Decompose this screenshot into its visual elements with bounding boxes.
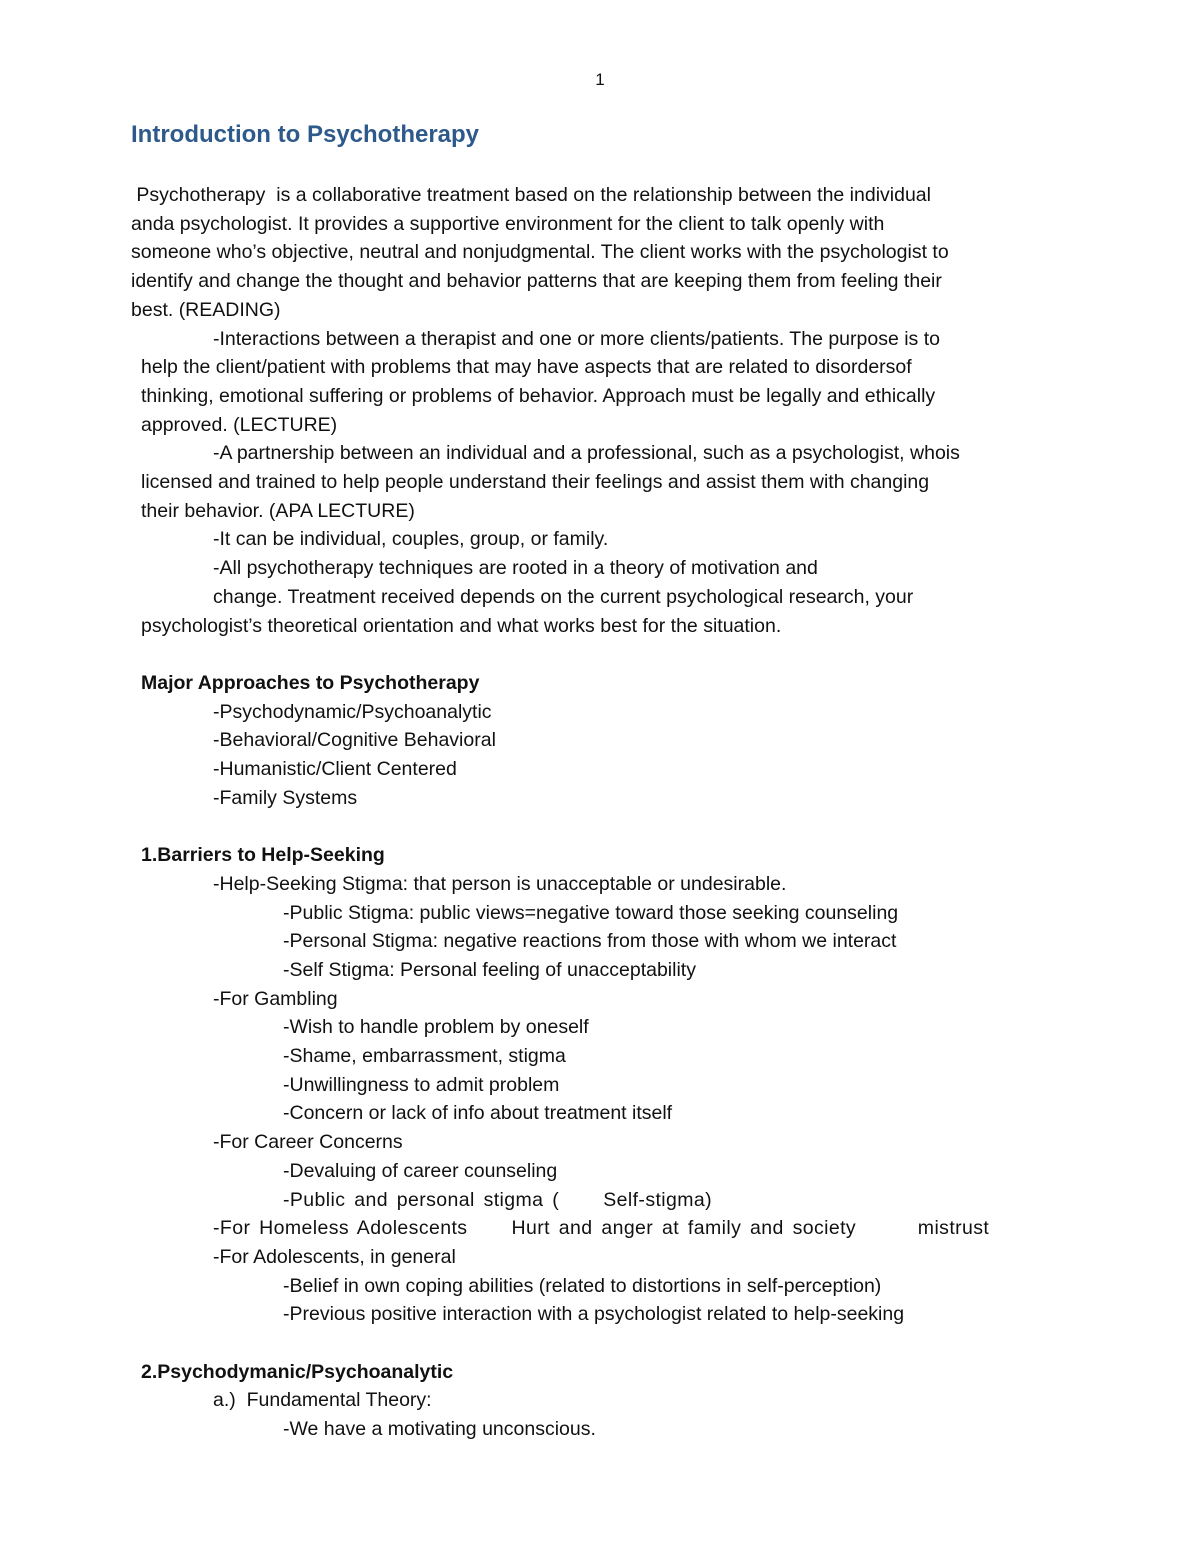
document-title: Introduction to Psychotherapy xyxy=(131,121,480,148)
psychodynamic-item: -We have a motivating unconscious. xyxy=(283,1418,596,1441)
intro-line: Psychotherapy is a collaborative treatment based on the relationship between the individual xyxy=(131,184,931,206)
paragraph-gap xyxy=(131,640,1061,669)
adolescent-item: -Belief in own coping abilities (related to distortions in self-perception) xyxy=(283,1274,882,1297)
page-number: 1 xyxy=(595,70,605,89)
document-body xyxy=(131,181,1061,1444)
lecture-definition-line: help the client/patient with problems that may have aspects that are related to disordersof xyxy=(141,356,912,379)
barriers-heading: 1.Barriers to Help-Seeking xyxy=(141,844,385,867)
paragraph-gap xyxy=(131,812,1061,841)
psychodynamic-heading: 2.Psychodymanic/Psychoanalytic xyxy=(141,1360,454,1383)
apa-definition-line: their behavior. (APA LECTURE) xyxy=(141,499,415,522)
gambling-item: -Unwillingness to admit problem xyxy=(283,1073,560,1096)
career-item: -Devaluing of career counseling xyxy=(283,1159,558,1182)
paragraph-gap xyxy=(131,1329,1061,1358)
approach-item: -Psychodynamic/Psychoanalytic xyxy=(213,700,492,723)
help-seeking-stigma: -Help-Seeking Stigma: that person is unacceptable or undesirable. xyxy=(213,872,787,895)
techniques-line: -All psychotherapy techniques are rooted in a theory of motivation and xyxy=(213,557,818,580)
intro-line: identify and change the thought and behavior patterns that are keeping them from feeling their xyxy=(131,270,942,293)
gambling-item: -Wish to handle problem by oneself xyxy=(283,1016,589,1039)
lecture-definition-line: approved. (LECTURE) xyxy=(141,413,338,436)
adolescent-item: -Previous positive interaction with a psychologist related to help-seeking xyxy=(283,1303,905,1326)
stigma-type-item: -Personal Stigma: negative reactions from those with whom we interact xyxy=(283,930,897,953)
intro-line: someone who’s objective, neutral and nonjudgmental. The client works with the psychologist to xyxy=(131,241,949,264)
gambling-item: -Concern or lack of info about treatment itself xyxy=(283,1102,673,1125)
forms-line: -It can be individual, couples, group, or family. xyxy=(213,528,609,551)
techniques-line: psychologist’s theoretical orientation and what works best for the situation. xyxy=(141,614,782,637)
approach-item: -Humanistic/Client Centered xyxy=(213,758,457,781)
gambling-item: -Shame, embarrassment, stigma xyxy=(283,1045,566,1068)
lecture-definition-line: -Interactions between a therapist and one or more clients/patients. The purpose is to xyxy=(213,327,940,350)
approaches-heading: Major Approaches to Psychotherapy xyxy=(141,671,480,694)
stigma-type-item: -Public Stigma: public views=negative toward those seeking counseling xyxy=(283,901,899,924)
career-item: -Public and personal stigma ( Self-stigma) xyxy=(283,1188,713,1211)
intro-line: anda psychologist. It provides a supportive environment for the client to talk openly with xyxy=(131,212,885,235)
approach-item: -Behavioral/Cognitive Behavioral xyxy=(213,729,496,752)
fundamental-theory-subheading: a.) Fundamental Theory: xyxy=(213,1389,432,1412)
adolescents-heading: -For Adolescents, in general xyxy=(213,1245,456,1268)
intro-line: best. (READING) xyxy=(131,298,281,321)
stigma-type-item: -Self Stigma: Personal feeling of unacceptability xyxy=(283,958,696,981)
gambling-heading: -For Gambling xyxy=(213,987,338,1010)
apa-definition-line: -A partnership between an individual and a professional, such as a psychologist, whois xyxy=(213,442,960,465)
techniques-line: change. Treatment received depends on the current psychological research, your xyxy=(213,585,914,608)
career-heading: -For Career Concerns xyxy=(213,1131,403,1154)
apa-definition-line: licensed and trained to help people understand their feelings and assist them with changing xyxy=(141,471,930,494)
homeless-adolescents-line: -For Homeless Adolescents Hurt and anger at family and society mistrust xyxy=(213,1217,990,1240)
approach-item: -Family Systems xyxy=(213,786,358,809)
lecture-definition-line: thinking, emotional suffering or problems of behavior. Approach must be legally and ethically xyxy=(141,384,936,407)
